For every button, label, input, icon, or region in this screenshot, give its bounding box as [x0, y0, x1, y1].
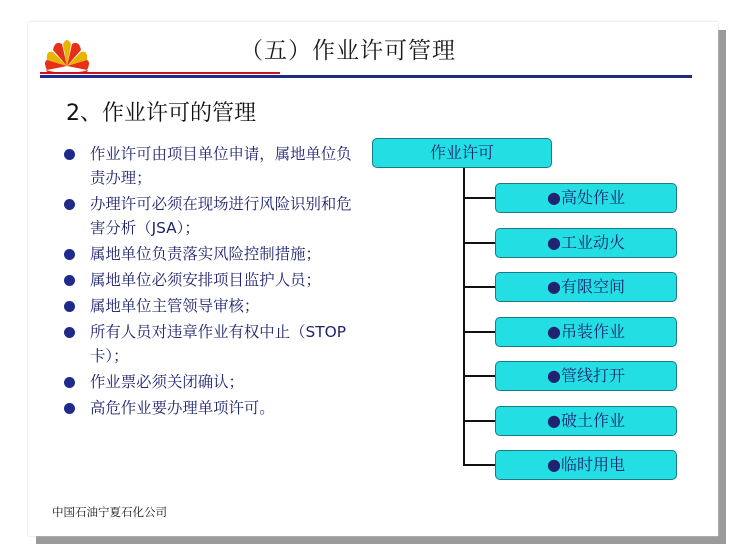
diagram-branch-line	[463, 331, 496, 333]
diagram-branch-line	[463, 420, 496, 422]
bullet-text: 作业许可由项目单位申请，属地单位负责办理；	[90, 145, 352, 187]
bullet-dot-icon	[64, 275, 75, 286]
footer-company: 中国石油宁夏石化公司	[52, 505, 167, 519]
page-title: （五）作业许可管理	[240, 38, 456, 64]
diagram-node-high-work: ●高处作业	[495, 183, 677, 213]
bullet-dot-icon	[64, 403, 75, 414]
list-item	[62, 294, 352, 318]
bullet-dot-icon	[64, 327, 75, 338]
diagram-branch-line	[463, 242, 496, 244]
bullet-text: 高危作业要办理单项许可。	[90, 399, 275, 417]
section-subtitle: 2、作业许可的管理	[66, 101, 256, 126]
bullet-text: 办理许可必须在现场进行风险识别和危害分析（JSA）；	[90, 195, 352, 237]
bullet-list	[62, 142, 352, 422]
diagram-node-confined-space: ●有限空间	[495, 272, 677, 302]
header-divider	[40, 75, 692, 78]
list-item	[62, 242, 352, 266]
diagram-root-node: 作业许可	[372, 138, 552, 168]
list-item	[62, 320, 352, 368]
bullet-dot-icon	[64, 249, 75, 260]
bullet-text: 属地单位必须安排项目监护人员；	[90, 271, 321, 289]
bullet-dot-icon	[64, 149, 75, 160]
diagram-node-excavation: ●破土作业	[495, 406, 677, 436]
diagram-branch-line	[463, 286, 496, 288]
list-item	[62, 268, 352, 292]
diagram-branch-line	[463, 464, 496, 466]
list-item	[62, 370, 352, 394]
list-item	[62, 396, 352, 420]
bullet-text: 作业票必须关闭确认；	[90, 373, 244, 391]
bullet-dot-icon	[64, 377, 75, 388]
bullet-text: 属地单位主管领导审核；	[90, 297, 260, 315]
diagram-node-lifting: ●吊装作业	[495, 317, 677, 347]
diagram-node-hot-work: ●工业动火	[495, 228, 677, 258]
list-item	[62, 142, 352, 190]
petrochina-logo-icon	[44, 30, 90, 74]
diagram-node-temp-power: ●临时用电	[495, 450, 677, 480]
diagram-node-line-opening: ●管线打开	[495, 361, 677, 391]
bullet-text: 所有人员对违章作业有权中止（STOP卡）；	[90, 323, 347, 365]
diagram-branch-line	[463, 375, 496, 377]
bullet-text: 属地单位负责落实风险控制措施；	[90, 245, 321, 263]
list-item	[62, 192, 352, 240]
diagram-branch-line	[463, 197, 496, 199]
header-accent-line	[40, 72, 280, 74]
bullet-dot-icon	[64, 301, 75, 312]
bullet-dot-icon	[64, 199, 75, 210]
